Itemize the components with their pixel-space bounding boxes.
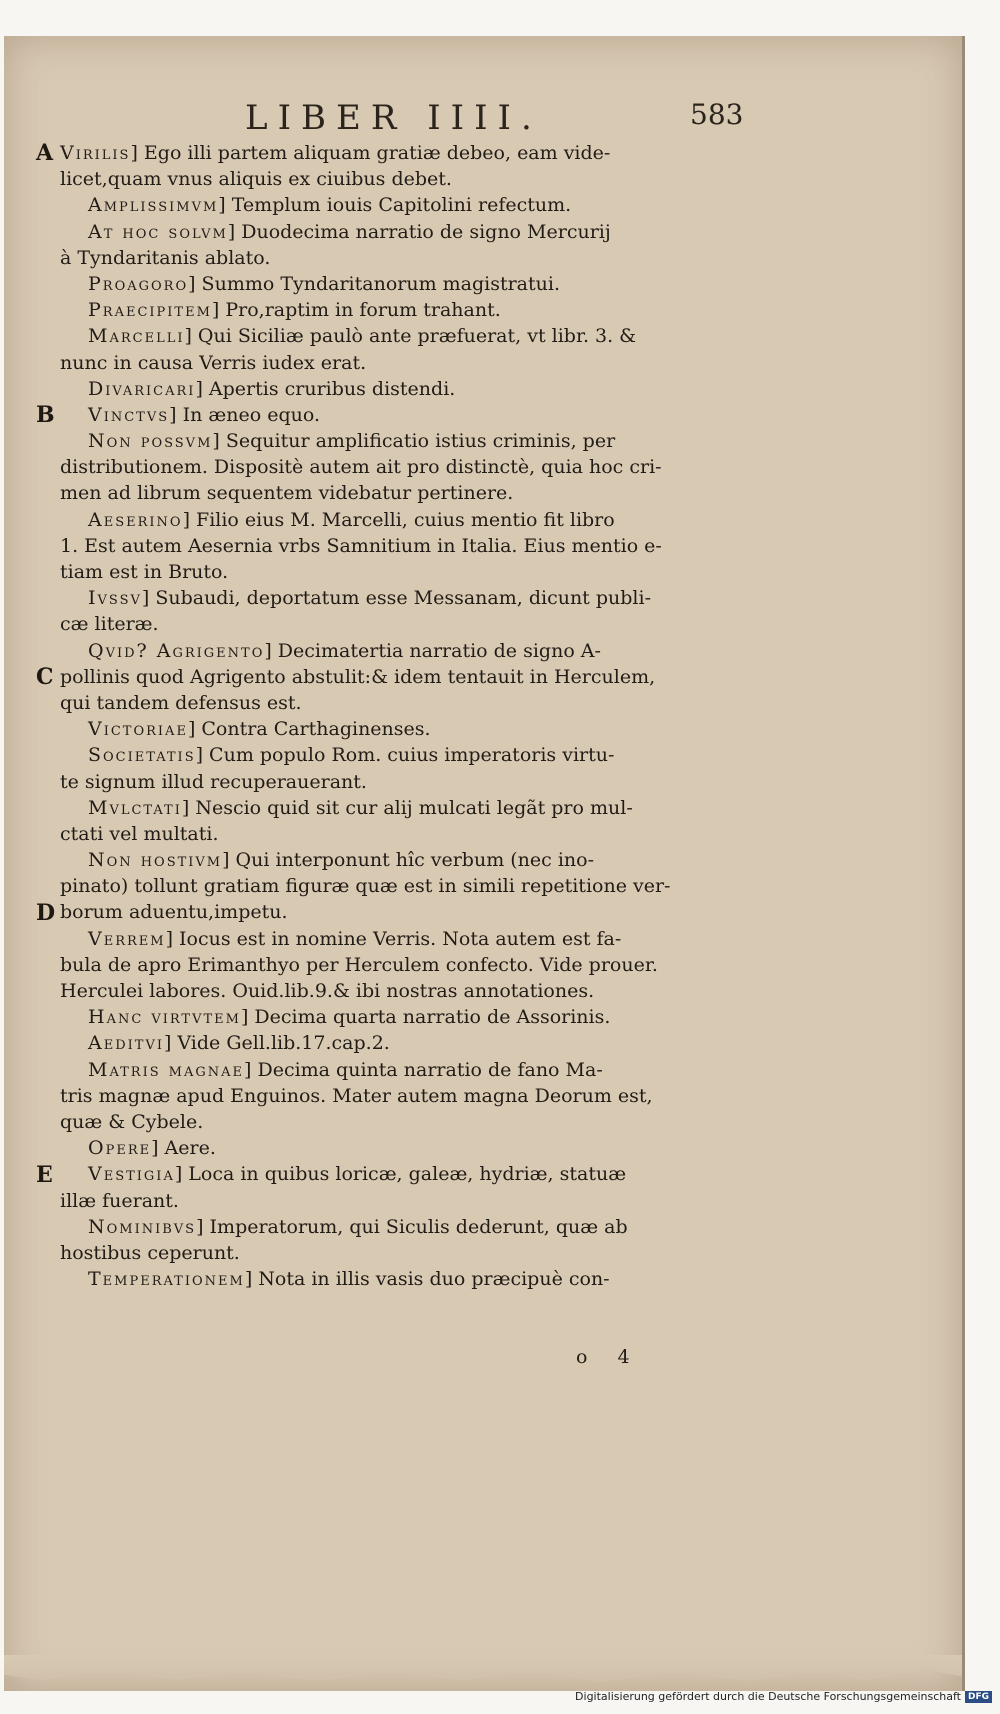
line-text: bula de apro Erimanthyo per Herculem confecto. Vide prouer. bbox=[60, 953, 658, 976]
line-text: ] Decima quarta narratio de Assorinis. bbox=[240, 1006, 611, 1029]
text-line bbox=[60, 454, 750, 480]
text-line bbox=[60, 271, 750, 297]
line-text: ] Sequitur amplificatio istius criminis, per bbox=[212, 430, 616, 453]
lemma: Matris magnae bbox=[88, 1058, 245, 1081]
line-text: ] Qui Siciliæ paulò ante præfuerat, vt libr. 3. & bbox=[184, 325, 637, 348]
lemma: Temperationem bbox=[88, 1268, 245, 1291]
line-text: ] Iocus est in nomine Verris. Nota autem est fa- bbox=[165, 927, 622, 950]
text-line bbox=[60, 690, 750, 716]
line-text: ] Duodecima narratio de signo Mercurij bbox=[227, 220, 611, 243]
text-line bbox=[60, 742, 750, 768]
line-text: ctati vel multati. bbox=[60, 822, 219, 845]
lemma: Qvid? Agrigento bbox=[88, 639, 265, 662]
line-text: ] Cum populo Rom. cuius imperatoris virtu- bbox=[195, 744, 615, 767]
text-line bbox=[60, 611, 750, 637]
line-text: ] Qui interponunt hîc verbum (nec ino- bbox=[222, 849, 595, 872]
text-line bbox=[60, 480, 750, 506]
text-line bbox=[60, 847, 750, 873]
lemma: Amplissimvm bbox=[88, 194, 219, 217]
text-line bbox=[60, 795, 750, 821]
lemma: Aeditvi bbox=[88, 1032, 164, 1055]
text-line bbox=[60, 166, 750, 192]
text-line bbox=[60, 376, 750, 402]
lemma: Non hostivm bbox=[88, 849, 223, 872]
line-text: tiam est in Bruto. bbox=[60, 561, 229, 583]
line-text: borum aduentu,impetu. bbox=[60, 901, 288, 924]
running-head bbox=[0, 98, 958, 138]
signature-mark: o 4 bbox=[576, 1346, 642, 1368]
line-text: qui tandem defensus est. bbox=[60, 691, 302, 714]
text-line bbox=[60, 1135, 750, 1161]
text-line bbox=[60, 245, 750, 271]
text-line bbox=[60, 297, 750, 323]
lemma: At hoc solvm bbox=[88, 220, 228, 243]
line-text: ] Templum iouis Capitolini refectum. bbox=[218, 194, 572, 217]
lemma: Marcelli bbox=[88, 325, 185, 348]
text-line bbox=[60, 559, 750, 585]
line-text: ] Ego illi partem aliquam gratiæ debeo, eam vide- bbox=[130, 142, 611, 164]
text-line bbox=[60, 1188, 750, 1214]
line-text: ] Filio eius M. Marcelli, cuius mentio fit libro bbox=[182, 508, 615, 531]
margin-letter: D bbox=[36, 899, 56, 926]
text-line bbox=[60, 664, 750, 690]
text-line bbox=[60, 192, 750, 218]
line-text: Herculei labores. Ouid.lib.9.& ibi nostras annotationes. bbox=[60, 980, 595, 1002]
text-line bbox=[60, 1266, 750, 1292]
line-text: ] Nota in illis vasis duo præcipuè con- bbox=[244, 1268, 610, 1291]
line-text: nunc in causa Verris iudex erat. bbox=[60, 351, 367, 374]
lemma: Non possvm bbox=[88, 430, 213, 453]
line-text: ] Summo Tyndaritanorum magistratui. bbox=[188, 272, 561, 295]
text-line bbox=[60, 978, 750, 1004]
digitization-credit bbox=[575, 1690, 992, 1703]
line-text: ] Imperatorum, qui Siculis dederunt, quæ ab bbox=[196, 1215, 628, 1238]
line-text: distributionem. Dispositè autem ait pro distinctè, quia hoc cri- bbox=[60, 456, 662, 479]
text-line bbox=[60, 769, 750, 795]
lemma: Vestigia bbox=[88, 1163, 175, 1186]
text-line bbox=[60, 507, 750, 533]
line-text: ] Decimatertia narratio de signo A- bbox=[264, 639, 601, 662]
line-text: ] Subaudi, deportatum esse Messanam, dicunt publi- bbox=[141, 587, 651, 610]
lemma: Proagoro bbox=[88, 272, 189, 295]
text-line bbox=[60, 1109, 750, 1135]
text-line bbox=[60, 899, 750, 925]
lemma: Virilis bbox=[60, 142, 131, 164]
text-line bbox=[60, 952, 750, 978]
line-text: à Tyndaritanis ablato. bbox=[60, 246, 271, 269]
text-line bbox=[60, 1083, 750, 1109]
lemma: Societatis bbox=[88, 744, 196, 767]
credit-text: Digitalisierung gefördert durch die Deutsche Forschungsgemeinschaft bbox=[575, 1690, 961, 1703]
line-text: ] Vide Gell.lib.17.cap.2. bbox=[163, 1032, 390, 1055]
margin-letter: E bbox=[36, 1161, 53, 1188]
line-text: ] Decima quinta narratio de fano Ma- bbox=[244, 1058, 603, 1081]
text-line bbox=[60, 638, 750, 664]
lemma: Opere bbox=[88, 1137, 152, 1160]
lemma: Vinctvs bbox=[88, 403, 170, 426]
lemma: Verrem bbox=[88, 927, 166, 950]
page-number: 583 bbox=[690, 98, 744, 131]
running-head-title: LIBER IIII. bbox=[245, 98, 542, 138]
text-line bbox=[60, 140, 750, 166]
line-text: ] Loca in quibus loricæ, galeæ, hydriæ, statuæ bbox=[174, 1163, 627, 1186]
margin-letter: C bbox=[36, 664, 54, 690]
text-line bbox=[60, 219, 750, 245]
text-line bbox=[60, 1030, 750, 1056]
text-line bbox=[60, 716, 750, 742]
text-line bbox=[60, 1004, 750, 1030]
line-text: cæ literæ. bbox=[60, 613, 159, 636]
line-text: pollinis quod Agrigento abstulit:& idem tentauit in Herculem, bbox=[60, 665, 656, 688]
text-line bbox=[60, 323, 750, 349]
line-text: ] Apertis cruribus distendi. bbox=[195, 377, 456, 400]
line-text: 1. Est autem Aesernia vrbs Samnitium in Italia. Eius mentio e- bbox=[60, 534, 662, 557]
lemma: Praecipitem bbox=[88, 299, 212, 322]
text-line bbox=[60, 350, 750, 376]
line-text: pinato) tollunt gratiam figuræ quæ est in simili repetitione ver- bbox=[60, 875, 671, 898]
lemma: Hanc virtvtem bbox=[88, 1006, 241, 1029]
text-line bbox=[60, 1214, 750, 1240]
margin-letter: B bbox=[36, 402, 55, 428]
lemma: Mvlctati bbox=[88, 796, 182, 819]
margin-letter: A bbox=[36, 140, 54, 166]
line-text: hostibus ceperunt. bbox=[60, 1241, 240, 1264]
lemma: Aeserino bbox=[88, 508, 183, 531]
line-text: tris magnæ apud Enguinos. Mater autem magna Deorum est, bbox=[60, 1084, 653, 1107]
line-text: ] In æneo equo. bbox=[169, 403, 320, 426]
text-line bbox=[60, 1057, 750, 1083]
text-line bbox=[60, 873, 750, 899]
dfg-logo: DFG bbox=[965, 1691, 992, 1703]
text-line bbox=[60, 926, 750, 952]
lemma: Divaricari bbox=[88, 377, 196, 400]
text-line bbox=[60, 1161, 750, 1187]
line-text: ] Contra Carthaginenses. bbox=[187, 718, 431, 741]
line-text: te signum illud recuperauerant. bbox=[60, 770, 367, 793]
line-text: licet,quam vnus aliquis ex ciuibus debet. bbox=[60, 168, 452, 191]
line-text: ] Aere. bbox=[151, 1137, 216, 1160]
text-line bbox=[60, 821, 750, 847]
text-line bbox=[60, 1240, 750, 1266]
lemma: Victoriae bbox=[88, 718, 188, 741]
line-text: ] Nescio quid sit cur alij mulcati legãt pro mul- bbox=[181, 796, 633, 819]
commentary-text bbox=[60, 140, 750, 1292]
line-text: illæ fuerant. bbox=[60, 1189, 179, 1212]
text-line bbox=[60, 428, 750, 454]
line-text: quæ & Cybele. bbox=[60, 1110, 204, 1133]
lemma: Nominibvs bbox=[88, 1215, 197, 1238]
line-text: ] Pro,raptim in forum trahant. bbox=[211, 299, 501, 322]
text-line bbox=[60, 533, 750, 559]
lemma: Ivssv bbox=[88, 587, 142, 610]
text-line bbox=[60, 585, 750, 611]
text-line bbox=[60, 402, 750, 428]
line-text: men ad librum sequentem videbatur pertinere. bbox=[60, 482, 514, 505]
